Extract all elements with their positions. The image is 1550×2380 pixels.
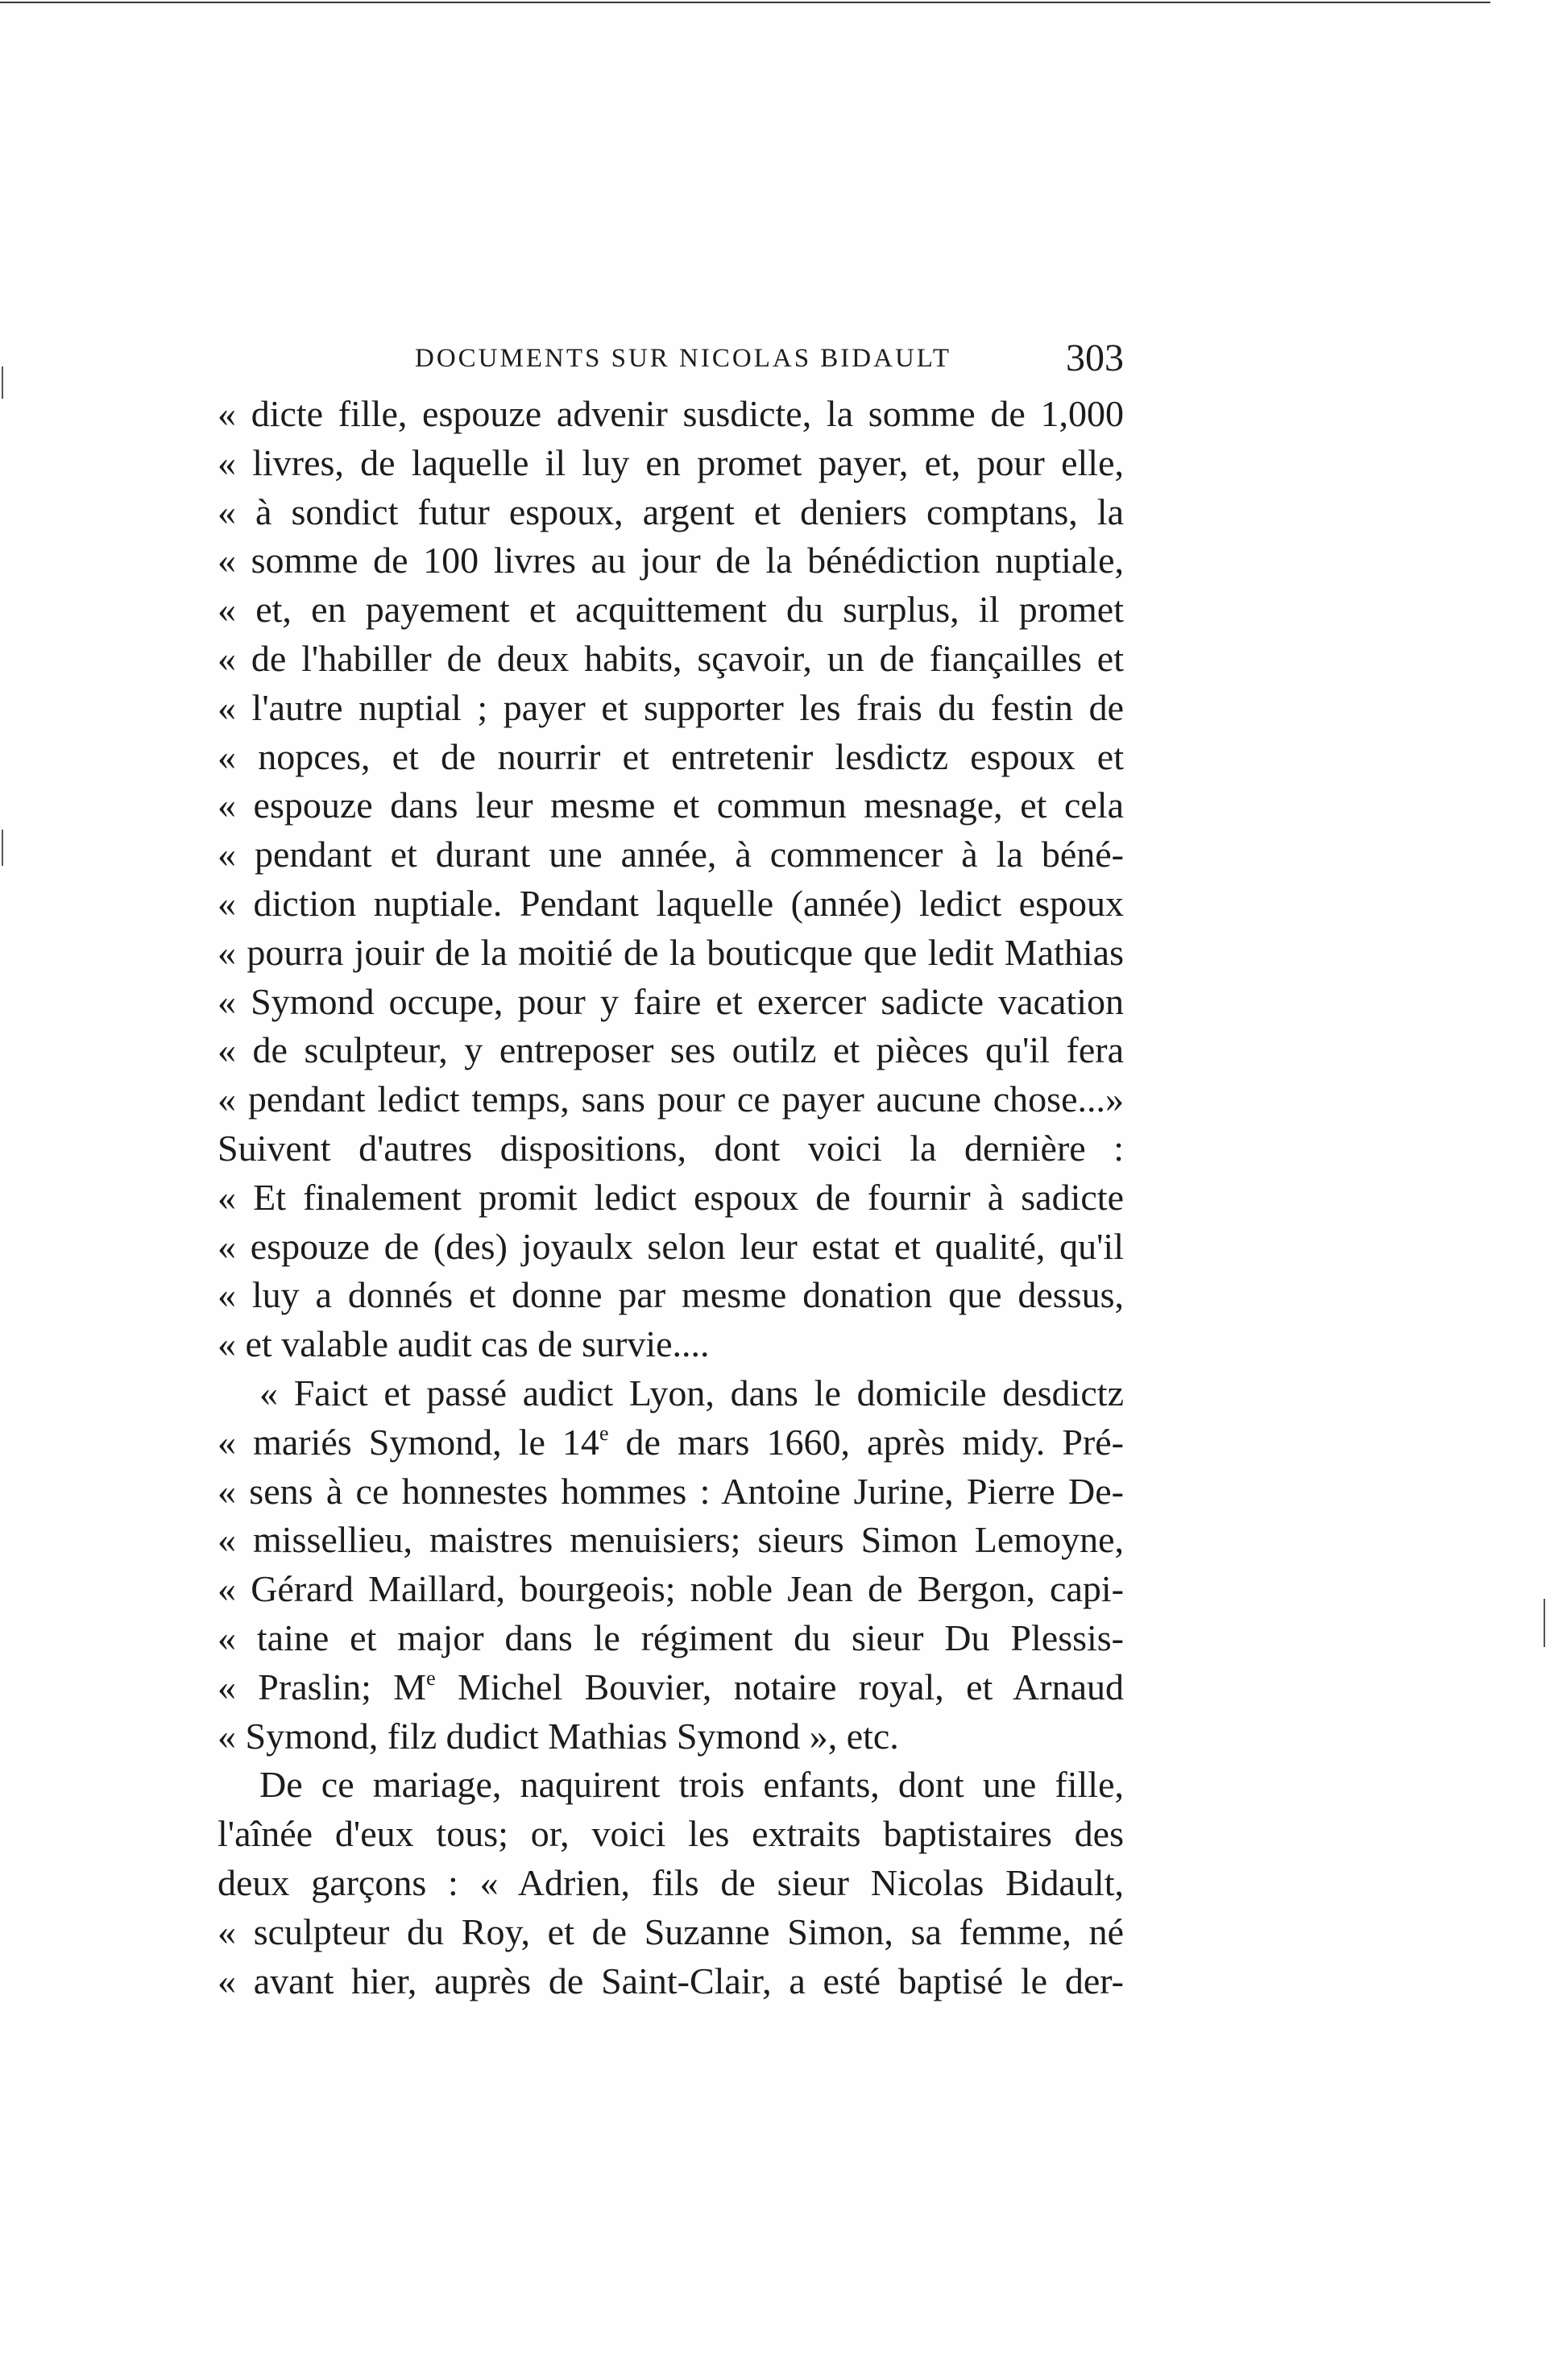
text-line: « de l'habiller de deux habits, sçavoir, un de fiançailles et (218, 637, 1124, 679)
text-line: « de sculpteur, y entreposer ses outilz et pièces qu'il fera (218, 1029, 1124, 1071)
text-line: « luy a donnés et donne par mesme donation que dessus, (218, 1274, 1124, 1316)
text-line: De ce mariage, naquirent trois enfants, dont une fille, (259, 1764, 1124, 1806)
left-margin-mark (2, 830, 3, 866)
text-line: « dicte fille, espouze advenir susdicte, la somme de 1,000 (218, 393, 1124, 434)
text-line: « somme de 100 livres au jour de la bénédiction nuptiale, (218, 540, 1124, 582)
text-line: « sculpteur du Roy, et de Suzanne Simon, sa femme, né (218, 1910, 1124, 1952)
text-segment: de mars 1660, après midy. Pré- (608, 1421, 1124, 1463)
text-line: « nopces, et de nourrir et entretenir lesdictz espoux et (218, 735, 1124, 777)
text-line: « livres, de laquelle il luy en promet payer, et, pour elle, (218, 441, 1124, 483)
text-segment: « Praslin; M (218, 1666, 427, 1707)
superscript: e (426, 1666, 436, 1690)
text-line: « Symond occupe, pour y faire et exercer sadicte vacation (218, 980, 1124, 1022)
text-line: « Symond, filz dudict Mathias Symond », etc. (218, 1715, 899, 1757)
text-line: « à sondict futur espoux, argent et deniers comptans, la (218, 490, 1124, 532)
body-text (218, 390, 1124, 2005)
text-line: « pourra jouir de la moitié de la bouticque que ledit Mathias (218, 931, 1124, 973)
text-segment: Michel Bouvier, notaire royal, et Arnaud (435, 1666, 1124, 1707)
text-line: « missellieu, maistres menuisiers; sieurs Simon Lemoyne, (218, 1519, 1124, 1561)
text-line: « l'autre nuptial ; payer et supporter les frais du festin de (218, 686, 1124, 728)
text-line: « avant hier, auprès de Saint-Clair, a esté baptisé le der- (218, 1960, 1124, 2001)
text-line: « Et finalement promit ledict espoux de fournir à sadicte (218, 1176, 1124, 1218)
text-line: « et, en payement et acquittement du surplus, il promet (218, 589, 1124, 631)
text-line: deux garçons : « Adrien, fils de sieur Nicolas Bidault, (218, 1861, 1124, 1903)
running-head (218, 326, 1124, 379)
text-line: « Faict et passé audict Lyon, dans le domicile desdictz (259, 1372, 1124, 1414)
right-margin-mark (1544, 1599, 1545, 1647)
text-line: « espouze dans leur mesme et commun mesnage, et cela (218, 784, 1124, 826)
text-line: « pendant ledict temps, sans pour ce payer aucune chose...» (218, 1078, 1124, 1120)
text-line: « sens à ce honnestes hommes : Antoine Jurine, Pierre De- (218, 1470, 1124, 1512)
text-line (218, 1663, 1124, 1712)
text-line: Suivent d'autres dispositions, dont voici la dernière : (218, 1127, 1124, 1169)
text-line: « diction nuptiale. Pendant laquelle (année) ledict espoux (218, 882, 1124, 924)
running-title: DOCUMENTS SUR NICOLAS BIDAULT (415, 344, 952, 373)
text-line: « et valable audit cas de survie.... (218, 1323, 710, 1365)
text-line: « taine et major dans le régiment du sieur Du Plessis- (218, 1616, 1124, 1658)
top-edge-rule (0, 2, 1490, 3)
text-line: « pendant et durant une année, à commencer à la béné- (218, 834, 1124, 875)
superscript: e (599, 1421, 609, 1445)
text-line: « Gérard Maillard, bourgeois; noble Jean de Bergon, capi- (218, 1568, 1124, 1610)
text-segment: « mariés Symond, le 14 (218, 1421, 599, 1463)
text-line (218, 1418, 1124, 1467)
text-line: l'aînée d'eux tous; or, voici les extraits baptistaires des (218, 1813, 1124, 1855)
left-margin-mark (2, 366, 3, 399)
text-line: « espouze de (des) joyaulx selon leur estat et qualité, qu'il (218, 1225, 1124, 1267)
page-number: 303 (1066, 337, 1124, 379)
